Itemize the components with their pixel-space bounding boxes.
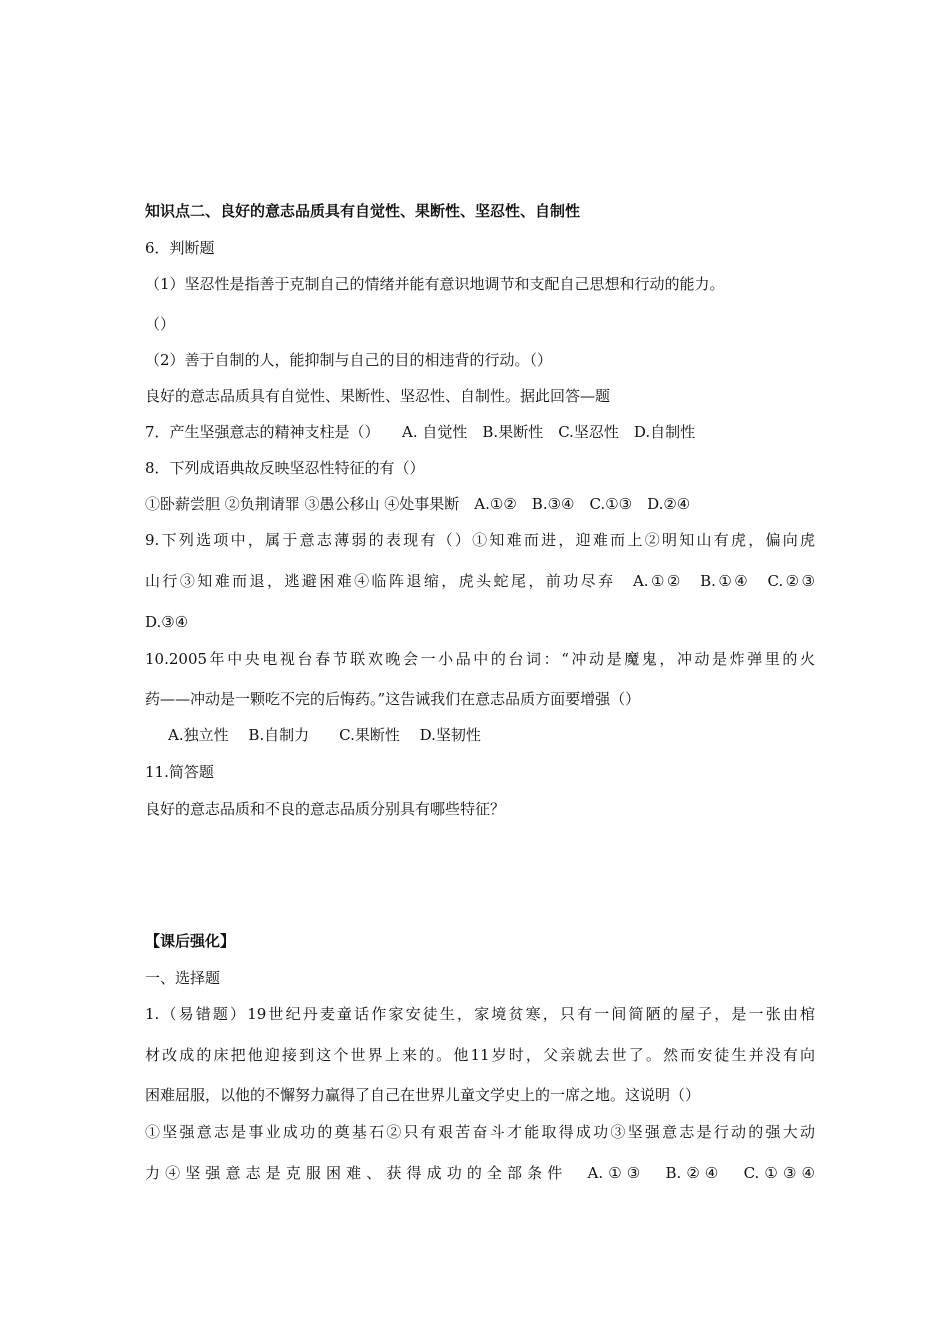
question-11-text: 良好的意志品质和不良的意志品质分别具有哪些特征？ <box>145 800 506 818</box>
question-6-item-2: （2）善于自制的人，能抑制与自己的目的相违背的行动。（） <box>145 351 553 369</box>
after-question-1-line-2: 材改成的床把他迎接到这个世界上来的。他11岁时，父亲就去世了。然而安徒生并没有向 <box>145 1046 815 1064</box>
question-9-line-1: 9.下列选项中，属于意志薄弱的表现有（）①知难而进，迎难而上②明知山有虎，偏向虎 <box>145 531 815 549</box>
question-10-options: A.独立性 B.自制力 C.果断性 D.坚韧性 <box>168 726 481 744</box>
question-9-line-3: D.③④ <box>145 613 189 631</box>
after-question-1-line-3: 困难屈服，以他的不懈努力赢得了自己在世界儿童文学史上的一席之地。这说明（） <box>145 1086 701 1104</box>
choice-section-title: 一、选择题 <box>145 969 221 987</box>
after-class-heading: 【课后强化】 <box>145 932 236 950</box>
question-7: 7．产生坚强意志的精神支柱是（） A. 自觉性 B.果断性 C.坚忍性 D.自制性 <box>145 423 696 441</box>
question-9-line-2: 山行③知难而退，逃避困难④临阵退缩，虎头蛇尾，前功尽弃 A.①② B.①④ C.②③ <box>145 572 815 590</box>
question-6-title: 6．判断题 <box>145 239 215 257</box>
after-question-1-line-4: ①坚强意志是事业成功的奠基石②只有艰苦奋斗才能取得成功③坚强意志是行动的强大动 <box>145 1123 815 1141</box>
question-10-line-1: 10.2005年中央电视台春节联欢晚会一小品中的台词：“冲动是魔鬼，冲动是炸弹里的火 <box>145 650 815 668</box>
intro-text: 良好的意志品质具有自觉性、果断性、坚忍性、自制性。据此回答—题 <box>145 387 611 405</box>
question-10-line-2: 药——冲动是一颗吃不完的后悔药。”这告诫我们在意志品质方面要增强（） <box>145 690 641 708</box>
question-8-options: ①卧薪尝胆 ②负荆请罪 ③愚公移山 ④处事果断 A.①② B.③④ C.①③ D.②④ <box>145 495 691 513</box>
after-question-1-line-5: 力④坚强意志是克服困难、获得成功的全部条件 A.①③ B.②④ C.①③④ <box>145 1164 815 1182</box>
question-6-item-1-blank: （） <box>145 315 176 333</box>
question-8: 8．下列成语典故反映坚忍性特征的有（） <box>145 459 425 477</box>
question-11-title: 11.简答题 <box>145 763 214 781</box>
after-question-1-line-1: 1.（易错题）19世纪丹麦童话作家安徒生，家境贫寒，只有一间简陋的屋子，是一张由棺 <box>145 1005 815 1023</box>
question-6-item-1: （1）坚忍性是指善于克制自己的情绪并能有意识地调节和支配自己思想和行动的能力。 <box>145 275 725 293</box>
section-heading-knowledge-point-2: 知识点二、良好的意志品质具有自觉性、果断性、坚忍性、自制性 <box>145 202 581 220</box>
